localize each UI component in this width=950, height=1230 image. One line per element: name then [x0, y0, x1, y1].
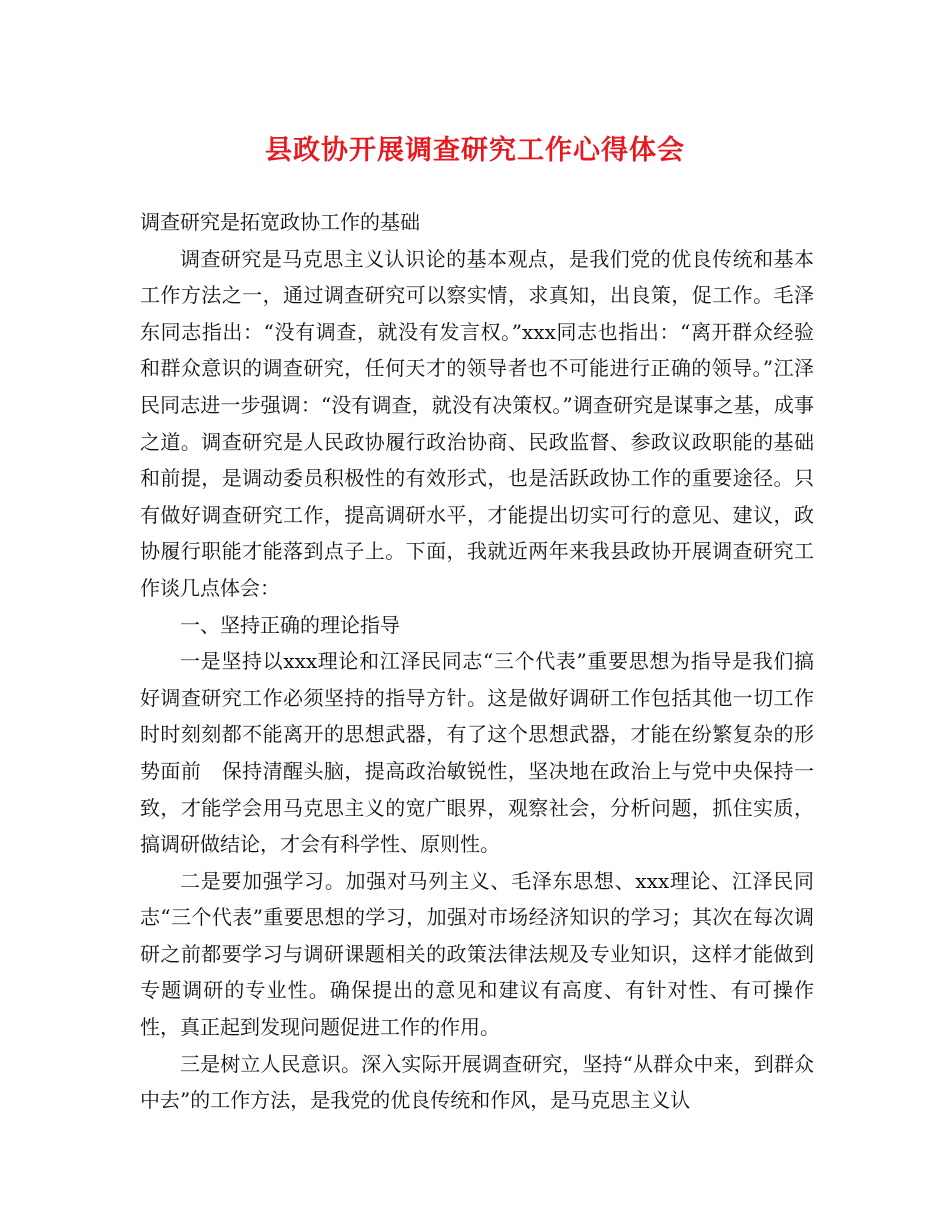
- document-body: [140, 204, 814, 1119]
- paragraph-point-2: 二是要加强学习。加强对马列主义、毛泽东思想、xxx理论、江泽民同志“三个代表”重要思想的学习，加强对市场经济知识的学习；其次在每次调研之前都要学习与调研课题相关的政策法律法规及专业知识，这样才能做到专题调研的专业性。确保提出的意见和建议有高度、有针对性、有可操作性，真正起到发现问题促进工作的作用。: [140, 868, 814, 1040]
- section-heading-1: 一、坚持正确的理论指导: [180, 612, 400, 637]
- document-title: 县政协开展调查研究工作心得体会: [265, 135, 685, 166]
- paragraph-point-3: 三是树立人民意识。深入实际开展调查研究，坚持“从群众中来，到群众中去”的工作方法，是我党的优良传统和作风，是马克思主义认: [140, 1051, 814, 1113]
- paragraph-point-1: 一是坚持以xxx理论和江泽民同志“三个代表”重要思想为指导是我们搞好调查研究工作必须坚持的指导方针。这是做好调研工作包括其他一切工作时时刻刻都不能离开的思想武器，有了这个思想武器，才能在纷繁复杂的形势面前 保持清醒头脑，提高政治敏锐性，坚决地在政治上与党中央保持一致，才能学会用马克思主义的宽广眼界，观察社会，分析问题，抓住实质，搞调研做结论，才会有科学性、原则性。: [140, 649, 814, 857]
- paragraph-intro: 调查研究是马克思主义认识论的基本观点，是我们党的优良传统和基本工作方法之一，通过调查研究可以察实情，求真知，出良策，促工作。毛泽东同志指出：“没有调查，就没有发言权。”xxx同志也指出：“离开群众经验和群众意识的调查研究，任何天才的领导者也不可能进行正确的领导。”江泽民同志进一步强调：“没有调查，就没有决策权。”调查研究是谋事之基，成事之道。调查研究是人民政协履行政治协商、民政监督、参政议政职能的基础和前提，是调动委员积极性的有效形式，也是活跃政协工作的重要途径。只有做好调查研究工作，提高调研水平，才能提出切实可行的意见、建议，政协履行职能才能落到点子上。下面，我就近两年来我县政协开展调查研究工作谈几点体会：: [140, 246, 814, 600]
- section-heading: 调查研究是拓宽政协工作的基础: [140, 210, 420, 234]
